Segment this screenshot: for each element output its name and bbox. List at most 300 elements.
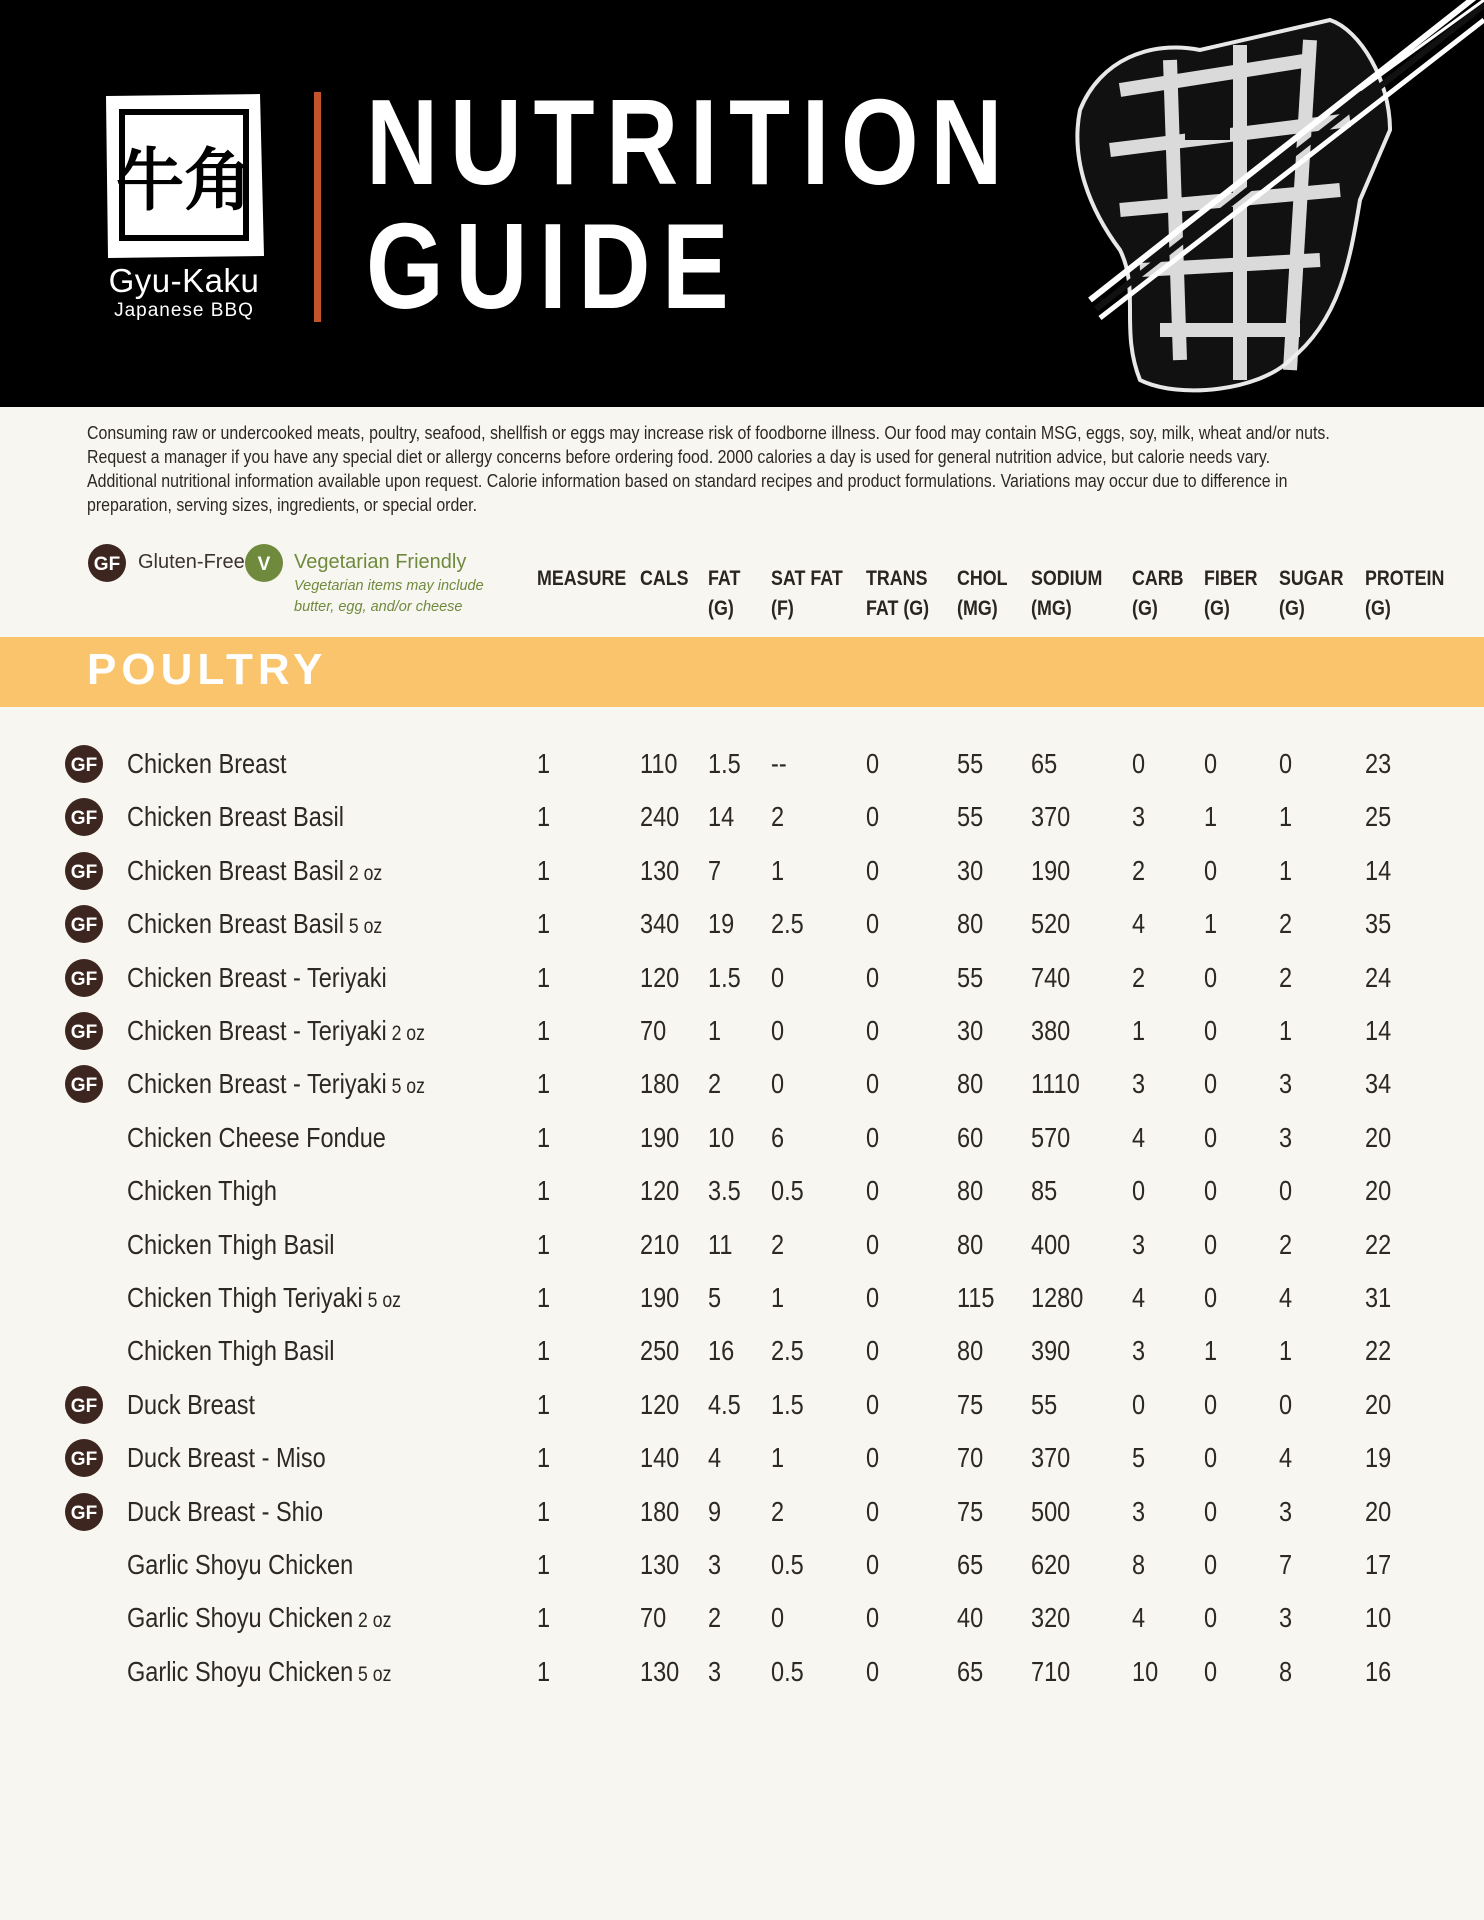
cell-sugar-g: 3	[1279, 1122, 1293, 1153]
column-header-carb-g	[1132, 564, 1193, 624]
cell-sodium-mg: 500	[1031, 1496, 1071, 1527]
item-portion: 5 oz	[353, 1663, 392, 1686]
cell-trans-fat-g: 0	[866, 1335, 880, 1366]
cell-measure: 1	[537, 1656, 551, 1687]
brand-name: Gyu-Kaku	[108, 262, 260, 299]
brand-tagline: Japanese BBQ	[114, 300, 254, 321]
cell-carb-g: 4	[1132, 1602, 1146, 1633]
gluten-free-badge-icon	[87, 543, 127, 583]
vegetarian-note-line-2: butter, egg, and/or cheese	[294, 599, 463, 615]
column-header-line-2: (G)	[1365, 597, 1391, 620]
cell-carb-g: 0	[1132, 748, 1146, 779]
item-name-text: Garlic Shoyu Chicken 5 oz	[127, 1656, 392, 1687]
column-header-fiber-g	[1204, 564, 1267, 624]
cell-protein-g: 17	[1365, 1549, 1392, 1580]
table-row	[0, 1057, 1484, 1110]
cell-sat-fat-f: 2.5	[771, 1335, 804, 1366]
cell-protein-g: 22	[1365, 1335, 1392, 1366]
gluten-free-badge-icon	[64, 958, 104, 998]
cell-measure: 1	[537, 1442, 551, 1473]
title-line-2: GUIDE	[366, 198, 741, 334]
column-header-line-1: CALS	[640, 567, 689, 590]
cell-protein-g: 23	[1365, 748, 1392, 779]
column-header-line-1: PROTEIN	[1365, 567, 1445, 590]
cell-chol-mg: 65	[957, 1656, 984, 1687]
cell-trans-fat-g: 0	[866, 1389, 880, 1420]
cell-fiber-g: 0	[1204, 1389, 1218, 1420]
cell-sugar-g: 4	[1279, 1282, 1293, 1313]
cell-fiber-g: 1	[1204, 801, 1218, 832]
cell-protein-g: 24	[1365, 962, 1392, 993]
cell-sat-fat-f: 2	[771, 1496, 785, 1527]
table-row	[0, 1218, 1484, 1271]
column-header-protein-g	[1365, 564, 1458, 624]
cell-sugar-g: 8	[1279, 1656, 1293, 1687]
cell-protein-g: 35	[1365, 908, 1392, 939]
column-header-sodium-mg	[1031, 564, 1115, 624]
item-name-text: Chicken Breast - Teriyaki	[127, 962, 387, 993]
item-name	[127, 737, 317, 790]
column-header-line-1: TRANS	[866, 567, 928, 590]
cell-cals: 110	[640, 748, 678, 779]
column-header-cals	[640, 564, 697, 624]
cell-chol-mg: 65	[957, 1549, 984, 1580]
cell-fat-g: 10	[708, 1122, 735, 1153]
cell-trans-fat-g: 0	[866, 801, 880, 832]
item-name	[127, 1591, 442, 1647]
page-title	[366, 74, 1156, 334]
cell-protein-g: 20	[1365, 1122, 1392, 1153]
cell-chol-mg: 80	[957, 1335, 984, 1366]
cell-measure: 1	[537, 908, 551, 939]
column-header-line-2: (G)	[1279, 597, 1305, 620]
gluten-free-badge-icon	[64, 1492, 104, 1532]
cell-sodium-mg: 380	[1031, 1015, 1071, 1046]
svg-text:GF: GF	[70, 808, 98, 829]
cell-trans-fat-g: 0	[866, 1122, 880, 1153]
cell-carb-g: 3	[1132, 801, 1146, 832]
cell-carb-g: 4	[1132, 1282, 1146, 1313]
item-portion: 2 oz	[386, 1022, 425, 1045]
gluten-free-badge-icon	[64, 851, 104, 891]
cell-measure: 1	[537, 1122, 551, 1153]
cell-cals: 190	[640, 1122, 680, 1153]
item-name	[127, 1538, 396, 1591]
cell-protein-g: 20	[1365, 1175, 1392, 1206]
cell-sugar-g: 2	[1279, 1229, 1293, 1260]
column-header-line-2: FAT (G)	[866, 597, 930, 620]
item-name	[127, 1218, 374, 1271]
item-name-text: Chicken Breast - Teriyaki 2 oz	[127, 1015, 425, 1046]
cell-chol-mg: 80	[957, 1175, 984, 1206]
cell-protein-g: 22	[1365, 1229, 1392, 1260]
cell-sodium-mg: 570	[1031, 1122, 1071, 1153]
cell-sat-fat-f: 0.5	[771, 1175, 804, 1206]
cell-trans-fat-g: 0	[866, 1496, 880, 1527]
table-row	[0, 1591, 1484, 1644]
cell-cals: 140	[640, 1442, 680, 1473]
cell-trans-fat-g: 0	[866, 748, 880, 779]
table-row	[0, 1645, 1484, 1698]
cell-fat-g: 3	[708, 1549, 722, 1580]
item-name-text: Chicken Cheese Fondue	[127, 1122, 386, 1153]
cell-protein-g: 19	[1365, 1442, 1392, 1473]
cell-cals: 130	[640, 1656, 680, 1687]
cell-sugar-g: 0	[1279, 1175, 1293, 1206]
cell-fiber-g: 0	[1204, 1229, 1218, 1260]
cell-fiber-g: 0	[1204, 1015, 1218, 1046]
item-name-text: Chicken Thigh Teriyaki 5 oz	[127, 1282, 401, 1313]
cell-carb-g: 3	[1132, 1496, 1146, 1527]
disclaimer-text	[87, 421, 1417, 517]
gluten-free-badge-icon	[64, 1438, 104, 1478]
cell-sodium-mg: 620	[1031, 1549, 1071, 1580]
cell-fiber-g: 0	[1204, 1122, 1218, 1153]
svg-text:牛角: 牛角	[115, 142, 253, 221]
vegetarian-badge-icon	[244, 543, 284, 583]
cell-fat-g: 5	[708, 1282, 722, 1313]
title-divider	[314, 92, 321, 322]
item-name-text: Chicken Breast - Teriyaki 5 oz	[127, 1068, 425, 1099]
column-header-fat-g	[708, 564, 746, 624]
cell-fat-g: 1.5	[708, 748, 741, 779]
column-header-chol-mg	[957, 564, 1017, 624]
table-row	[0, 790, 1484, 843]
cell-fiber-g: 0	[1204, 1549, 1218, 1580]
cell-measure: 1	[537, 1549, 551, 1580]
table-row	[0, 737, 1484, 790]
gluten-free-badge-icon	[64, 1385, 104, 1425]
disclaimer-line-1: Consuming raw or undercooked meats, poultry, seafood, shellfish or eggs may increase risk of foodborne illness. Our food may contain MSG, eggs, soy, milk, wheat and/or nuts.	[87, 422, 1330, 443]
cell-measure: 1	[537, 1068, 551, 1099]
item-portion: 5 oz	[362, 1289, 401, 1312]
cell-chol-mg: 80	[957, 1068, 984, 1099]
item-name-text: Chicken Thigh Basil	[127, 1229, 335, 1260]
column-header-line-2: (G)	[1132, 597, 1158, 620]
item-name	[127, 897, 431, 953]
cell-sodium-mg: 55	[1031, 1389, 1058, 1420]
cell-fiber-g: 0	[1204, 855, 1218, 886]
cell-chol-mg: 70	[957, 1442, 984, 1473]
svg-text:V: V	[257, 554, 271, 575]
cell-fat-g: 7	[708, 855, 722, 886]
item-name	[127, 1164, 305, 1217]
header-banner	[0, 0, 1484, 407]
vegetarian-label: Vegetarian Friendly	[294, 551, 467, 573]
cell-fat-g: 2	[708, 1602, 722, 1633]
cell-sodium-mg: 1280	[1031, 1282, 1084, 1313]
cell-sat-fat-f: 0	[771, 1015, 785, 1046]
table-row	[0, 1485, 1484, 1538]
disclaimer-line-4: preparation, serving sizes, ingredients, or special order.	[87, 494, 478, 515]
column-header-line-2: (MG)	[957, 597, 998, 620]
item-name	[127, 951, 436, 1004]
svg-text:GF: GF	[70, 1503, 98, 1524]
cell-carb-g: 0	[1132, 1389, 1146, 1420]
cell-protein-g: 14	[1365, 855, 1392, 886]
table-row	[0, 844, 1484, 897]
svg-text:GF: GF	[70, 1396, 98, 1417]
cell-sugar-g: 1	[1279, 855, 1293, 886]
item-portion: 2 oz	[344, 862, 383, 885]
cell-chol-mg: 55	[957, 962, 984, 993]
cell-chol-mg: 30	[957, 1015, 984, 1046]
column-header-line-1: SODIUM	[1031, 567, 1103, 590]
cell-sat-fat-f: 2	[771, 801, 785, 832]
column-header-line-1: MEASURE	[537, 567, 627, 590]
cell-protein-g: 14	[1365, 1015, 1392, 1046]
cell-cals: 240	[640, 801, 680, 832]
item-name-text: Duck Breast - Shio	[127, 1496, 324, 1527]
cell-cals: 180	[640, 1068, 680, 1099]
item-name-text: Garlic Shoyu Chicken	[127, 1549, 354, 1580]
cell-fat-g: 16	[708, 1335, 735, 1366]
cell-carb-g: 4	[1132, 908, 1146, 939]
item-name-text: Chicken Thigh	[127, 1175, 277, 1206]
cell-measure: 1	[537, 801, 551, 832]
cell-sat-fat-f: 0	[771, 1068, 785, 1099]
disclaimer-line-2: Request a manager if you have any special diet or allergy concerns before ordering food. 2000 calories a day is used for general nutrition advice, but calorie needs vary.	[87, 446, 1271, 467]
cell-measure: 1	[537, 962, 551, 993]
cell-trans-fat-g: 0	[866, 1442, 880, 1473]
cell-chol-mg: 75	[957, 1496, 984, 1527]
cell-fiber-g: 0	[1204, 962, 1218, 993]
table-row	[0, 1324, 1484, 1377]
cell-fat-g: 3	[708, 1656, 722, 1687]
column-header-line-2: (F)	[771, 597, 794, 620]
cell-carb-g: 1	[1132, 1015, 1146, 1046]
cell-trans-fat-g: 0	[866, 1175, 880, 1206]
cell-sat-fat-f: 1.5	[771, 1389, 804, 1420]
item-name-text: Chicken Breast	[127, 748, 287, 779]
item-name-text: Chicken Breast Basil 2 oz	[127, 855, 383, 886]
item-name	[127, 1111, 435, 1164]
cell-fat-g: 11	[708, 1229, 733, 1260]
gyu-kaku-logo-icon	[100, 92, 268, 260]
table-row	[0, 1111, 1484, 1164]
cell-carb-g: 2	[1132, 855, 1146, 886]
cell-sat-fat-f: 6	[771, 1122, 785, 1153]
item-name-text: Chicken Breast Basil 5 oz	[127, 908, 383, 939]
cell-carb-g: 5	[1132, 1442, 1146, 1473]
cell-sat-fat-f: 2.5	[771, 908, 804, 939]
cell-sugar-g: 2	[1279, 908, 1293, 939]
item-portion: 5 oz	[386, 1075, 425, 1098]
section-title: POULTRY	[87, 645, 328, 694]
cell-carb-g: 3	[1132, 1068, 1146, 1099]
column-header-line-1: FIBER	[1204, 567, 1258, 590]
cell-sodium-mg: 520	[1031, 908, 1071, 939]
cell-protein-g: 10	[1365, 1602, 1392, 1633]
item-name	[127, 1004, 482, 1060]
cell-fiber-g: 1	[1204, 908, 1218, 939]
cell-fiber-g: 0	[1204, 1442, 1218, 1473]
cell-sat-fat-f: 0.5	[771, 1549, 804, 1580]
meat-chopsticks-illustration-icon	[1060, 0, 1484, 407]
column-header-line-1: FAT	[708, 567, 741, 590]
table-row	[0, 1164, 1484, 1217]
cell-sugar-g: 3	[1279, 1068, 1293, 1099]
gluten-free-badge-icon	[64, 904, 104, 944]
column-header-sat-fat-f	[771, 564, 855, 624]
table-row	[0, 951, 1484, 1004]
cell-carb-g: 10	[1132, 1656, 1159, 1687]
cell-sat-fat-f: 0.5	[771, 1656, 804, 1687]
disclaimer-line-3: Additional nutritional information available upon request. Calorie information based on standard recipes and product formulations. Variations may occur due to difference in	[87, 470, 1288, 491]
table-row	[0, 1378, 1484, 1431]
cell-protein-g: 34	[1365, 1068, 1392, 1099]
cell-sat-fat-f: 1	[771, 1442, 785, 1473]
cell-chol-mg: 80	[957, 1229, 984, 1260]
svg-text:GF: GF	[70, 915, 98, 936]
cell-sugar-g: 2	[1279, 962, 1293, 993]
gluten-free-badge-icon	[64, 1011, 104, 1051]
svg-text:GF: GF	[93, 554, 121, 575]
cell-carb-g: 3	[1132, 1229, 1146, 1260]
cell-sat-fat-f: 0	[771, 962, 785, 993]
cell-sodium-mg: 370	[1031, 801, 1071, 832]
cell-trans-fat-g: 0	[866, 1229, 880, 1260]
cell-sat-fat-f: 1	[771, 855, 785, 886]
item-portion: 2 oz	[353, 1609, 392, 1632]
cell-fiber-g: 0	[1204, 1282, 1218, 1313]
column-header-line-2: (G)	[708, 597, 734, 620]
cell-chol-mg: 30	[957, 855, 984, 886]
table-row	[0, 1271, 1484, 1324]
cell-trans-fat-g: 0	[866, 1656, 880, 1687]
cell-sugar-g: 3	[1279, 1496, 1293, 1527]
cell-measure: 1	[537, 1015, 551, 1046]
cell-trans-fat-g: 0	[866, 1602, 880, 1633]
cell-sodium-mg: 400	[1031, 1229, 1071, 1260]
cell-measure: 1	[537, 1389, 551, 1420]
cell-sugar-g: 3	[1279, 1602, 1293, 1633]
cell-fiber-g: 0	[1204, 748, 1218, 779]
svg-text:GF: GF	[70, 862, 98, 883]
item-name-text: Garlic Shoyu Chicken 2 oz	[127, 1602, 392, 1633]
cell-cals: 120	[640, 1389, 680, 1420]
item-name-text: Chicken Thigh Basil	[127, 1335, 335, 1366]
cell-trans-fat-g: 0	[866, 1282, 880, 1313]
cell-fiber-g: 0	[1204, 1068, 1218, 1099]
cell-carb-g: 2	[1132, 962, 1146, 993]
cell-sodium-mg: 320	[1031, 1602, 1071, 1633]
item-name	[127, 1645, 442, 1701]
cell-measure: 1	[537, 1335, 551, 1366]
item-name-text: Duck Breast - Miso	[127, 1442, 326, 1473]
item-name	[127, 1485, 360, 1538]
cell-measure: 1	[537, 748, 551, 779]
title-line-1: NUTRITION	[366, 74, 1014, 210]
item-name-text: Duck Breast	[127, 1389, 256, 1420]
item-name-text: Chicken Breast Basil	[127, 801, 345, 832]
svg-text:GF: GF	[70, 755, 98, 776]
cell-sugar-g: 0	[1279, 1389, 1293, 1420]
cell-fiber-g: 0	[1204, 1175, 1218, 1206]
cell-trans-fat-g: 0	[866, 908, 880, 939]
cell-measure: 1	[537, 1282, 551, 1313]
cell-sat-fat-f: 2	[771, 1229, 785, 1260]
cell-fiber-g: 0	[1204, 1496, 1218, 1527]
cell-cals: 70	[640, 1602, 667, 1633]
cell-measure: 1	[537, 1602, 551, 1633]
table-row	[0, 1004, 1484, 1057]
cell-cals: 120	[640, 1175, 680, 1206]
cell-sodium-mg: 740	[1031, 962, 1071, 993]
cell-cals: 130	[640, 1549, 680, 1580]
item-name	[127, 1431, 364, 1484]
cell-carb-g: 3	[1132, 1335, 1146, 1366]
cell-protein-g: 31	[1365, 1282, 1392, 1313]
cell-fiber-g: 0	[1204, 1656, 1218, 1687]
column-header-line-1: CARB	[1132, 567, 1184, 590]
item-name	[127, 1324, 374, 1377]
table-row	[0, 897, 1484, 950]
cell-carb-g: 0	[1132, 1175, 1146, 1206]
item-name	[127, 1378, 280, 1431]
column-header-line-1: SAT FAT	[771, 567, 843, 590]
cell-sodium-mg: 370	[1031, 1442, 1071, 1473]
column-header-line-2: (G)	[1204, 597, 1230, 620]
cell-carb-g: 4	[1132, 1122, 1146, 1153]
gluten-free-label: Gluten-Free	[138, 551, 245, 573]
item-name	[127, 790, 385, 843]
svg-text:GF: GF	[70, 1449, 98, 1470]
cell-sodium-mg: 390	[1031, 1335, 1071, 1366]
cell-protein-g: 20	[1365, 1389, 1392, 1420]
cell-protein-g: 20	[1365, 1496, 1392, 1527]
cell-cals: 120	[640, 962, 680, 993]
cell-trans-fat-g: 0	[866, 1549, 880, 1580]
svg-text:GF: GF	[70, 969, 98, 990]
cell-cals: 190	[640, 1282, 680, 1313]
cell-fat-g: 4	[708, 1442, 722, 1473]
column-header-line-1: SUGAR	[1279, 567, 1344, 590]
column-header-measure	[537, 564, 642, 624]
gluten-free-badge-icon	[64, 797, 104, 837]
cell-trans-fat-g: 0	[866, 855, 880, 886]
cell-trans-fat-g: 0	[866, 962, 880, 993]
cell-sugar-g: 0	[1279, 748, 1293, 779]
cell-carb-g: 8	[1132, 1549, 1146, 1580]
cell-chol-mg: 40	[957, 1602, 984, 1633]
table-row	[0, 1431, 1484, 1484]
cell-cals: 70	[640, 1015, 667, 1046]
cell-sodium-mg: 710	[1031, 1656, 1071, 1687]
gluten-free-badge-icon	[64, 1064, 104, 1104]
cell-chol-mg: 55	[957, 801, 984, 832]
cell-trans-fat-g: 0	[866, 1015, 880, 1046]
item-name	[127, 844, 431, 900]
svg-text:GF: GF	[70, 1075, 98, 1096]
column-header-sugar-g	[1279, 564, 1355, 624]
cell-cals: 130	[640, 855, 680, 886]
column-header-trans-fat-g	[866, 564, 940, 624]
vegetarian-note	[294, 576, 494, 618]
cell-fat-g: 14	[708, 801, 735, 832]
cell-cals: 180	[640, 1496, 680, 1527]
cell-cals: 340	[640, 908, 680, 939]
cell-fiber-g: 1	[1204, 1335, 1218, 1366]
item-portion: 5 oz	[344, 915, 383, 938]
column-header-line-2: (MG)	[1031, 597, 1072, 620]
vegetarian-note-line-1: Vegetarian items may include	[294, 578, 484, 594]
cell-protein-g: 25	[1365, 801, 1392, 832]
table-row	[0, 1538, 1484, 1591]
cell-fat-g: 4.5	[708, 1389, 741, 1420]
cell-sodium-mg: 85	[1031, 1175, 1058, 1206]
cell-measure: 1	[537, 855, 551, 886]
